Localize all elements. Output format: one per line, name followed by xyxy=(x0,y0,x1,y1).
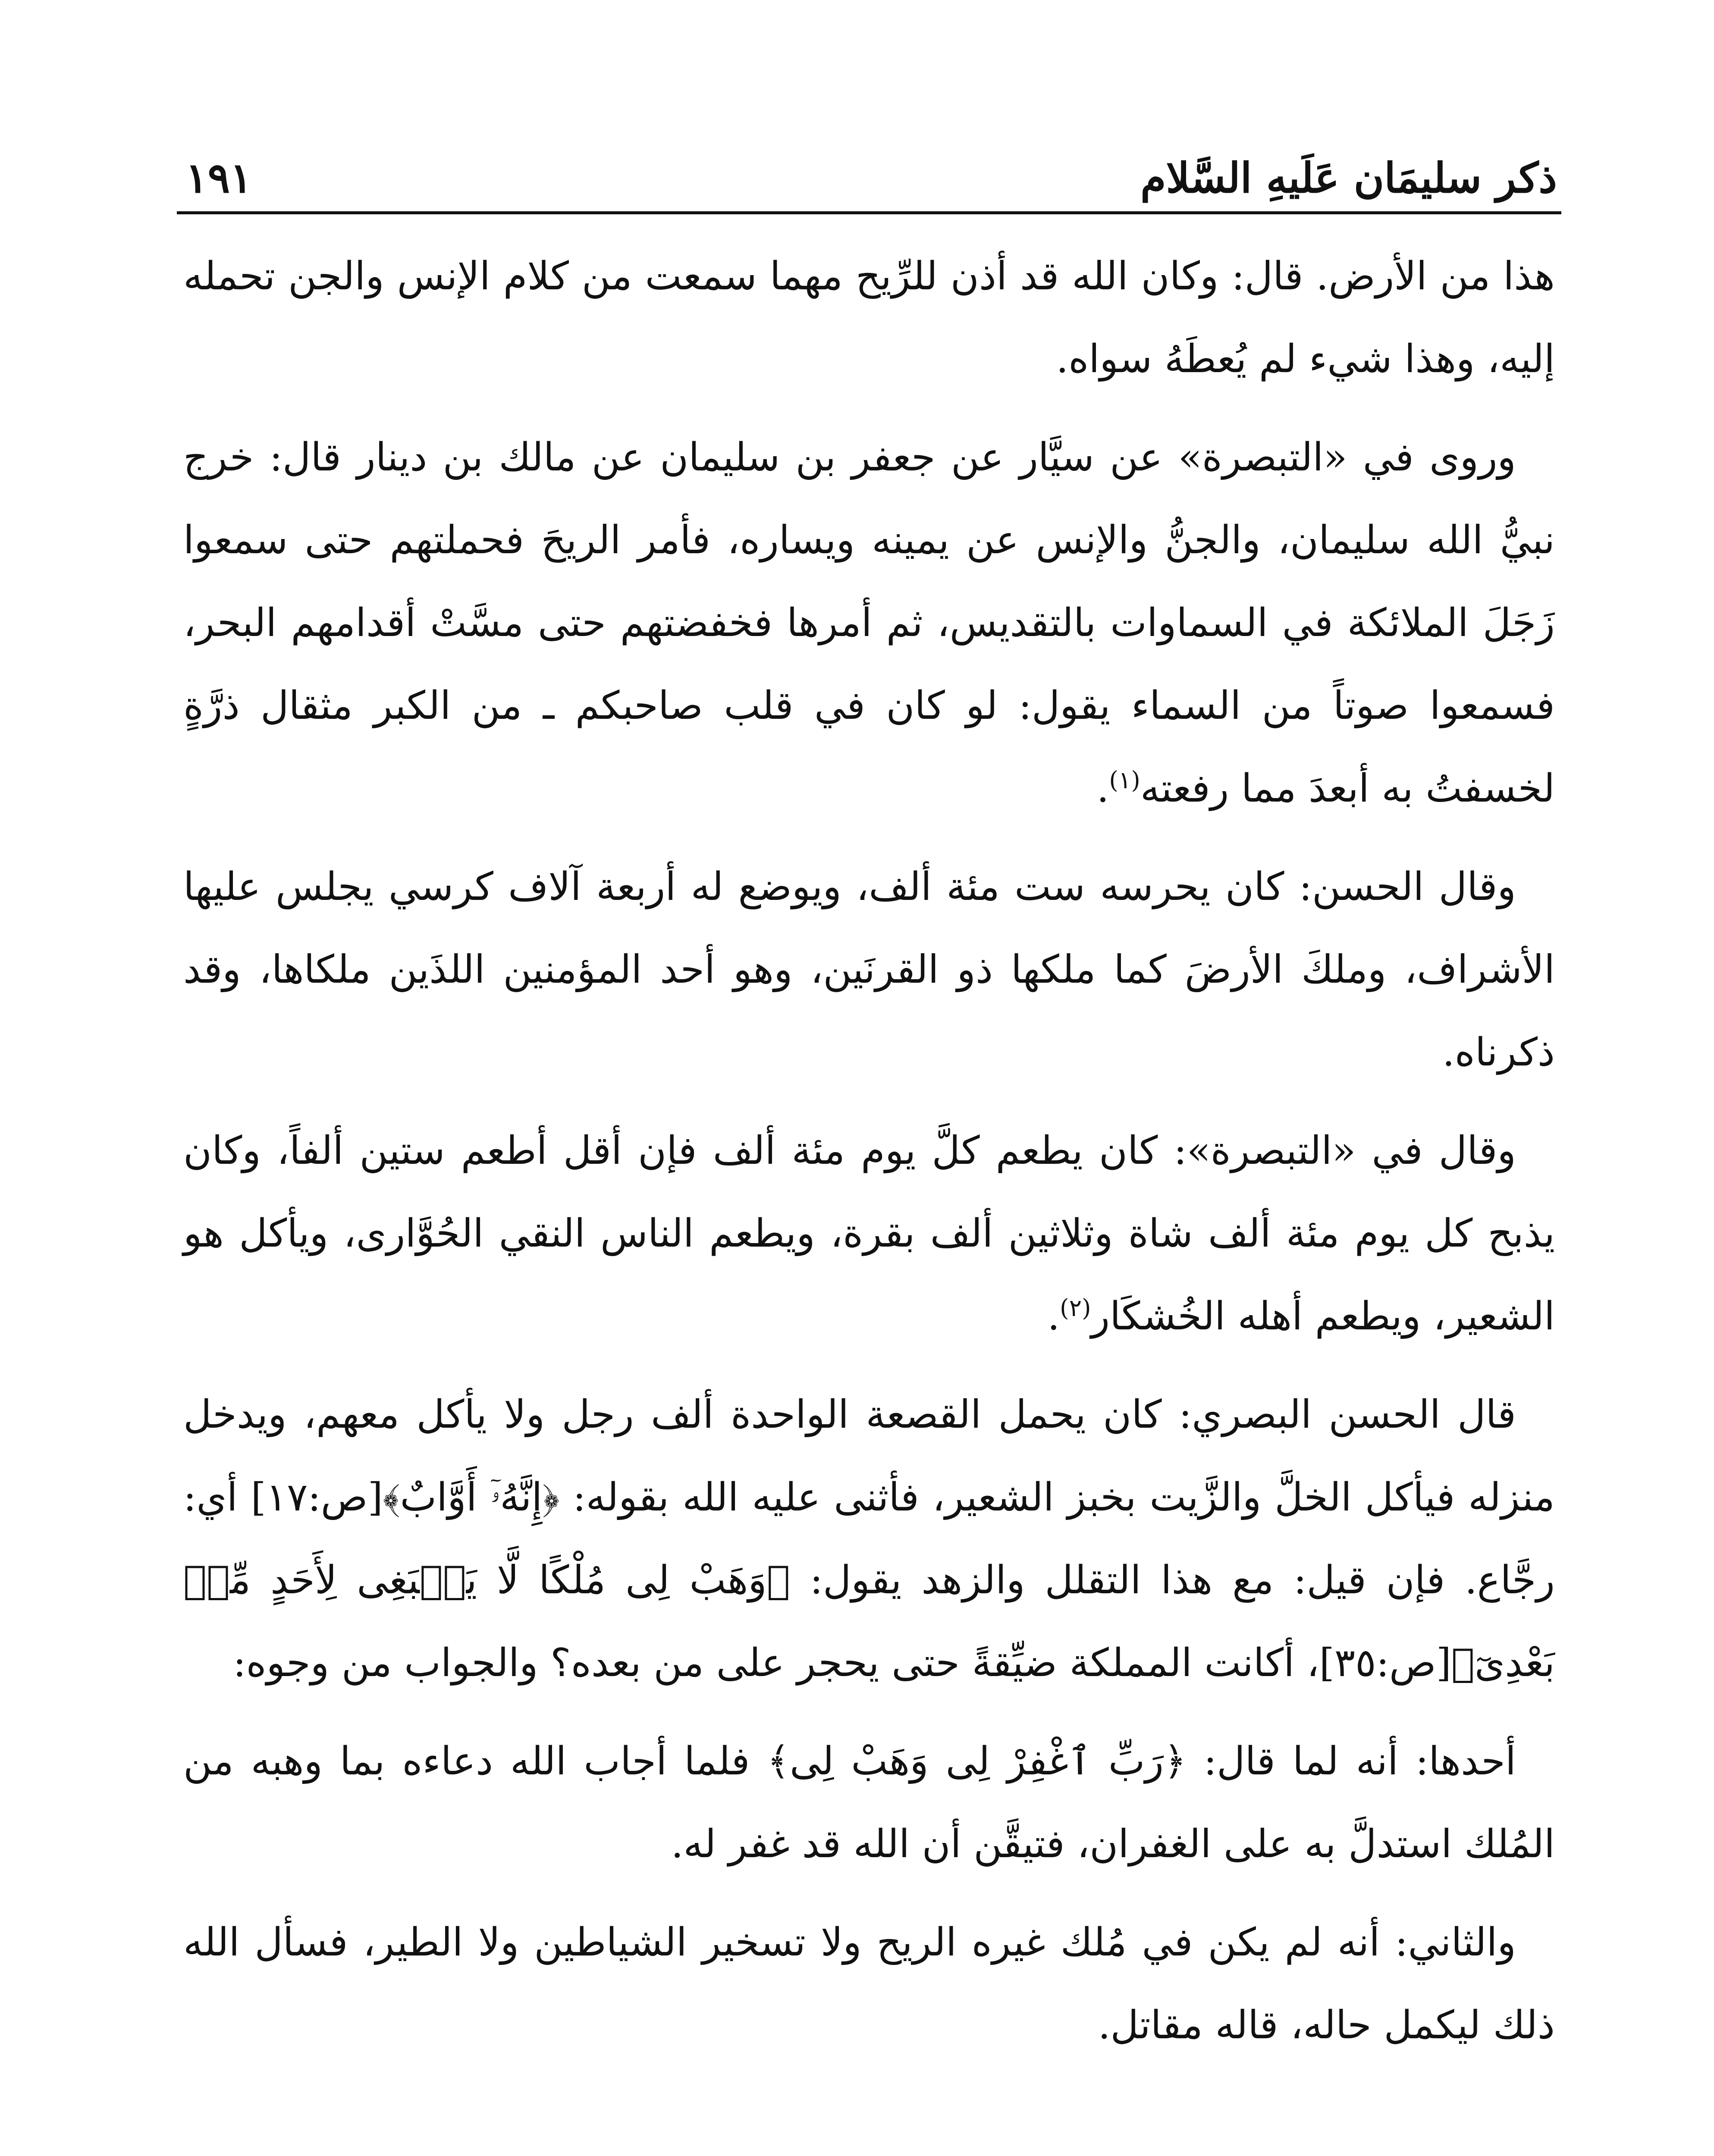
paragraph-6: أحدها: أنه لما قال: ﴿رَبِّ ٱغْفِرْ لِى وَهَبْ لِى﴾ فلما أجاب الله دعاءه بما وهبه من المُلك استدلَّ به على الغفران، فتيقَّن أن الله قد غفر له. xyxy=(183,1739,1555,1867)
paragraph-1: هذا من الأرض. قال: وكان الله قد أذن للرِّيح مهما سمعت من كلام الإنس والجن تحمله إليه، وهذا شيء لم يُعطَهُ سواه. xyxy=(183,254,1555,382)
paragraph-5: قال الحسن البصري: كان يحمل القصعة الواحدة ألف رجل ولا يأكل معهم، ويدخل منزله فيأكل الخلَّ والزَّيت بخبز الشعير، فأثنى عليه الله بقوله: ﴿إِنَّهُۥٓ أَوَّابٌ﴾[ص:١٧] أي: رجَّاع. فإن قيل: مع هذا التقلل والزهد يقول: ﴿وَهَبْ لِى مُلْكًا لَّا يَنۢبَغِى لِأَحَدٍ مِّنۢ بَعْدِىٓ﴾[ص:٣٥]، أكانت المملكة ضيِّقةً حتى يحجر على من بعده؟ والجواب من وجوه: xyxy=(183,1392,1555,1686)
paragraph-3: وقال الحسن: كان يحرسه ست مئة ألف، ويوضع له أربعة آلاف كرسي يجلس عليها الأشراف، وملكَ الأرضَ كما ملكها ذو القرنَين، وهو أحد المؤمنين اللذَين ملكاها، وقد ذكرناه. xyxy=(183,864,1555,1075)
page-number: ١٩١ xyxy=(185,153,252,202)
paragraph-4-text: وقال في «التبصرة»: كان يطعم كلَّ يوم مئة ألف فإن أقل أطعم ستين ألفاً، وكان يذبح كل يوم مئة ألف شاة وثلاثين ألف بقرة، ويطعم الناس النقي الحُوَّارى، ويأكل هو الشعير، ويطعم أهله الخُشكَار xyxy=(183,1128,1555,1339)
page-header xyxy=(185,129,1557,203)
main-text xyxy=(183,235,1555,2082)
paragraph-4-end: . xyxy=(1047,1294,1060,1339)
paragraph-7: والثاني: أنه لم يكن في مُلك غيره الريح ولا تسخير الشياطين ولا الطير، فسأل الله ذلك ليكمل حاله، قاله مقاتل. xyxy=(183,1920,1555,2048)
paragraph-2 xyxy=(183,416,1555,830)
paragraph-2-end: . xyxy=(1096,766,1109,811)
paragraph-4 xyxy=(183,1109,1555,1358)
footnote-ref-1: (١) xyxy=(1109,766,1140,794)
header-divider xyxy=(177,211,1561,214)
chapter-title: ذكر سليمَان عَلَيهِ السَّلام xyxy=(1140,153,1557,202)
paragraph-2-text: وروى في «التبصرة» عن سيَّار عن جعفر بن سليمان عن مالك بن دينار قال: خرج نبيُّ الله سليمان، والجنُّ والإنس عن يمينه ويساره، فأمر الريحَ فحملتهم حتى سمعوا زَجَلَ الملائكة في السماوات بالتقديس، ثم أمرها فخفضتهم حتى مسَّتْ أقدامهم البحر، فسمعوا صوتاً من السماء يقول: لو كان في قلب صاحبكم ـ من الكبر مثقال ذرَّةٍ لخسفتُ به أبعدَ مما رفعته xyxy=(183,435,1555,811)
footnote-ref-2: (٢) xyxy=(1060,1294,1091,1322)
